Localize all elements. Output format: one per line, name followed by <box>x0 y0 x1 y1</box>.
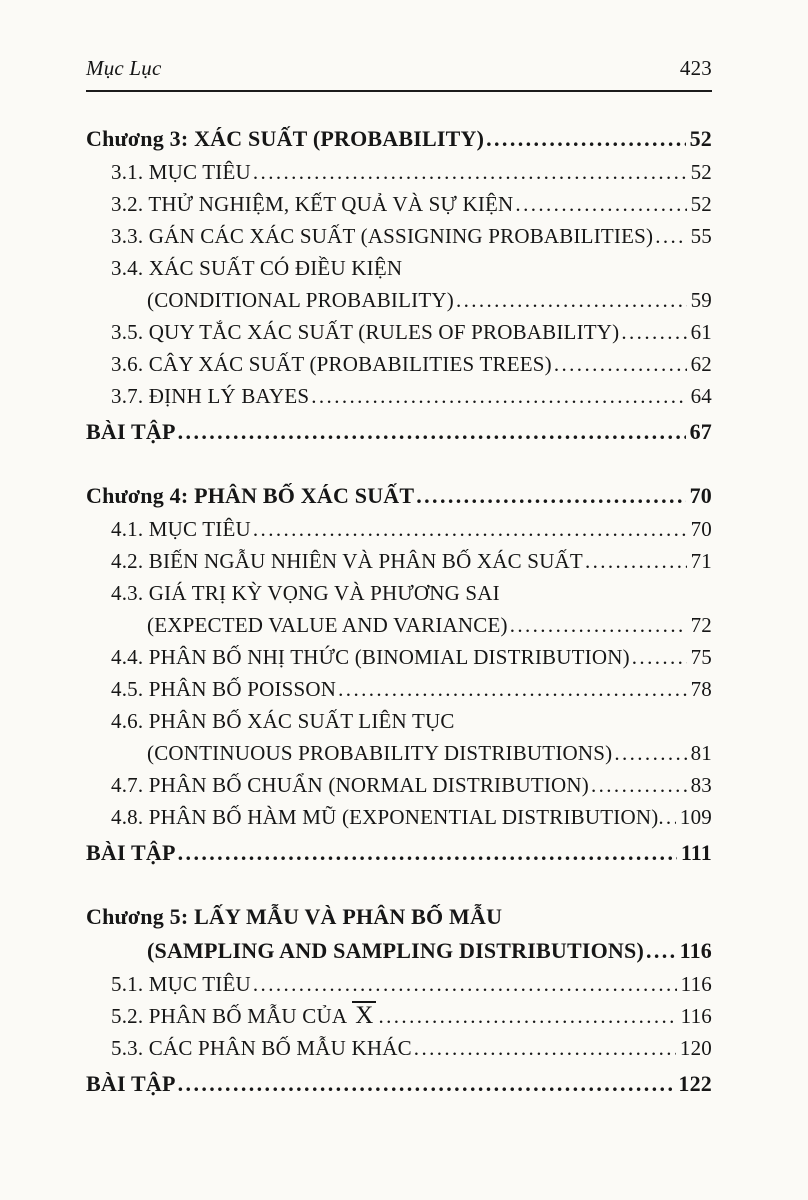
toc-entry-label: 4.2. BIẾN NGẪU NHIÊN VÀ PHÂN BỐ XÁC SUẤT <box>111 549 583 573</box>
chapter-heading-label <box>86 122 484 156</box>
header-page-number: 423 <box>679 56 712 80</box>
dot-leader <box>414 1032 676 1064</box>
toc-entry <box>86 968 712 1000</box>
toc-entry <box>86 577 712 609</box>
dot-leader <box>591 769 687 801</box>
toc-entry-label: 4.6. PHÂN BỐ XÁC SUẤT LIÊN TỤC <box>111 709 455 733</box>
chapter-heading-label <box>86 479 414 513</box>
toc-entry-page: 81 <box>690 741 712 765</box>
toc-entry-label: 3.4. XÁC SUẤT CÓ ĐIỀU KIỆN <box>111 256 403 280</box>
toc-entry-page: 64 <box>690 384 712 408</box>
exercises-label: BÀI TẬP <box>86 1071 176 1096</box>
chapter-heading-continuation <box>86 934 712 968</box>
toc-entry <box>86 513 712 545</box>
toc-entry-page: 61 <box>690 320 712 344</box>
toc-entry-label: 5.3. CÁC PHÂN BỐ MẪU KHÁC <box>111 1036 412 1060</box>
toc-entry-label: 3.2. THỬ NGHIỆM, KẾT QUẢ VÀ SỰ KIỆN <box>111 192 514 216</box>
toc-entry <box>86 705 712 737</box>
toc-entry-label: 5.1. MỤC TIÊU <box>111 972 251 996</box>
toc-entry <box>86 252 712 284</box>
chapter-title: PHÂN BỐ XÁC SUẤT <box>194 483 415 508</box>
toc-entry-page: 109 <box>679 805 712 829</box>
toc-entry-page: 62 <box>690 352 712 376</box>
toc-entry <box>86 348 712 380</box>
chapter-page: 116 <box>679 938 712 963</box>
chapter-heading <box>86 900 712 934</box>
toc-entry-label: 3.3. GÁN CÁC XÁC SUẤT (ASSIGNING PROBABILITIES) <box>111 224 654 248</box>
toc-entry-page: 116 <box>680 1004 712 1028</box>
chapter-5-block <box>86 900 712 1101</box>
dot-leader <box>554 348 687 380</box>
toc-entry <box>86 220 712 252</box>
toc-entry-continuation <box>86 284 712 316</box>
dot-leader <box>178 836 677 870</box>
exercises-label: BÀI TẬP <box>86 840 176 865</box>
toc-entry-page: 70 <box>690 517 712 541</box>
dot-leader <box>253 968 677 1000</box>
toc-entry-label: 4.3. GIÁ TRỊ KỲ VỌNG VÀ PHƯƠNG SAI <box>111 581 500 605</box>
toc-entry-label: (EXPECTED VALUE AND VARIANCE) <box>147 613 508 637</box>
dot-leader <box>646 934 676 968</box>
toc-entry <box>86 380 712 412</box>
dot-leader <box>456 284 687 316</box>
dot-leader <box>655 220 686 252</box>
chapter-title-line2: (SAMPLING AND SAMPLING DISTRIBUTIONS) <box>147 938 644 963</box>
toc-entry-page: 116 <box>680 972 712 996</box>
exercises-page: 122 <box>678 1071 712 1096</box>
dot-leader <box>585 545 687 577</box>
toc-entry <box>86 1032 712 1064</box>
toc-entry <box>86 769 712 801</box>
toc-entry <box>86 641 712 673</box>
chapter-title: XÁC SUẤT (PROBABILITY) <box>194 126 485 151</box>
toc-entry-label: 3.7. ĐỊNH LÝ BAYES <box>111 384 310 408</box>
exercises-entry <box>86 1067 712 1101</box>
chapter-number: Chương 3: <box>86 126 189 151</box>
dot-leader <box>311 380 686 412</box>
dot-leader <box>515 188 686 220</box>
toc-entry <box>86 156 712 188</box>
dot-leader <box>486 122 685 156</box>
dot-leader <box>510 609 687 641</box>
toc-entry-label: 4.5. PHÂN BỐ POISSON <box>111 677 337 701</box>
x-bar-symbol: X <box>352 1001 376 1029</box>
header-rule <box>86 90 712 92</box>
chapter-3-block <box>86 122 712 449</box>
toc-entry <box>86 1000 712 1032</box>
toc-entry-page: 72 <box>690 613 712 637</box>
dot-leader <box>253 513 687 545</box>
exercises-label: BÀI TẬP <box>86 419 176 444</box>
dot-leader <box>666 801 676 833</box>
exercises-entry <box>86 415 712 449</box>
toc-entry-label <box>111 1000 376 1032</box>
toc-entry-label: 4.4. PHÂN BỐ NHỊ THỨC (BINOMIAL DISTRIBUTION) <box>111 645 630 669</box>
toc-entry-page: 71 <box>690 549 712 573</box>
dot-leader <box>253 156 687 188</box>
exercises-page: 67 <box>689 419 712 444</box>
chapter-heading-label <box>86 900 502 934</box>
chapter-4-block <box>86 479 712 870</box>
toc-entry-text: 5.2. PHÂN BỐ MẪU CỦA <box>111 1004 348 1028</box>
toc-entry-label: 4.7. PHÂN BỐ CHUẨN (NORMAL DISTRIBUTION) <box>111 773 589 797</box>
toc-entry-label: 3.1. MỤC TIÊU <box>111 160 251 184</box>
toc-entry-page: 55 <box>690 224 712 248</box>
chapter-page: 70 <box>689 483 712 508</box>
toc-entry <box>86 545 712 577</box>
dot-leader <box>632 641 687 673</box>
toc-entry-label: 3.5. QUY TẮC XÁC SUẤT (RULES OF PROBABILITY) <box>111 320 620 344</box>
toc-entry <box>86 801 712 833</box>
dot-leader <box>416 479 685 513</box>
toc-entry-page: 59 <box>690 288 712 312</box>
toc-entry-label: 3.6. CÂY XÁC SUẤT (PROBABILITIES TREES) <box>111 352 552 376</box>
header-title: Mục Lục <box>86 56 162 80</box>
toc-entry <box>86 188 712 220</box>
toc-entry-label: 4.8. PHÂN BỐ HÀM MŨ (EXPONENTIAL DISTRIBUTION). <box>111 805 664 829</box>
chapter-number: Chương 5: <box>86 904 189 929</box>
exercises-page: 111 <box>680 840 712 865</box>
toc-entry-page: 75 <box>690 645 712 669</box>
chapter-page: 52 <box>689 126 712 151</box>
toc-entry-continuation <box>86 737 712 769</box>
toc-entry-continuation <box>86 609 712 641</box>
dot-leader <box>178 415 686 449</box>
chapter-heading <box>86 479 712 513</box>
toc-entry-label: 4.1. MỤC TIÊU <box>111 517 251 541</box>
toc-entry-page: 52 <box>690 160 712 184</box>
chapter-number: Chương 4: <box>86 483 189 508</box>
toc-entry-page: 78 <box>690 677 712 701</box>
toc-entry <box>86 316 712 348</box>
page-header <box>86 56 712 81</box>
chapter-heading <box>86 122 712 156</box>
toc-entry-label: (CONDITIONAL PROBABILITY) <box>147 288 454 312</box>
toc-entry-page: 52 <box>690 192 712 216</box>
dot-leader <box>338 673 686 705</box>
toc-entry-page: 83 <box>690 773 712 797</box>
toc-entry <box>86 673 712 705</box>
chapter-title: LẤY MẪU VÀ PHÂN BỐ MẪU <box>194 904 503 929</box>
dot-leader <box>378 1000 676 1032</box>
dot-leader <box>614 737 686 769</box>
dot-leader <box>178 1067 675 1101</box>
exercises-entry <box>86 836 712 870</box>
toc-entry-label: (CONTINUOUS PROBABILITY DISTRIBUTIONS) <box>147 741 613 765</box>
dot-leader <box>621 316 686 348</box>
toc-entry-page: 120 <box>679 1036 712 1060</box>
